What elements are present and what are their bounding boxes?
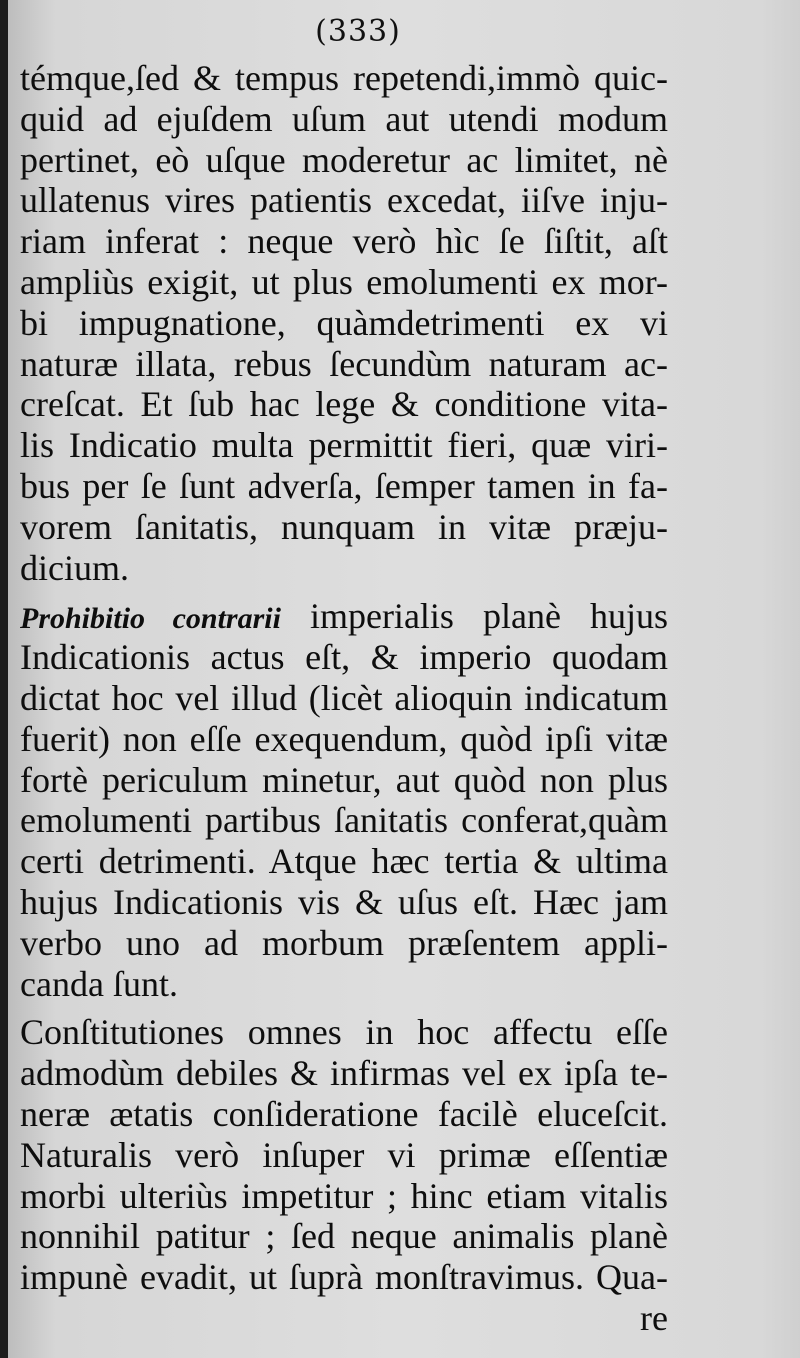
text-line: impunè evadit, ut ſuprà monſtravimus. Qua- (20, 1257, 668, 1298)
text-line: naturæ illata, rebus ſecundùm naturam ac- (20, 343, 668, 384)
text-line: morbi ulteriùs impetitur ; hinc etiam vitalis (20, 1175, 668, 1216)
text-line: riam inferat : neque verò hìc ſe ſiſtit, aſt (20, 221, 668, 262)
catchword: re (640, 1297, 668, 1338)
text-line: témque,ſed & tempus repetendi,immò quic- (20, 58, 668, 98)
text-line: Naturalis verò inſuper vi primæ eſſentiæ (20, 1134, 668, 1175)
text-line: dicium. (20, 547, 129, 588)
text-line: Indicationis actus eſt, & imperio quodam (20, 637, 668, 678)
text-line: dictat hoc vel illud (licèt alioquin indicatum (20, 677, 668, 718)
text-line: fortè periculum minetur, aut quòd non plus (20, 759, 668, 800)
text-line: admodùm debiles & infirmas vel ex ipſa te- (20, 1053, 668, 1094)
text-line: emolumenti partibus ſanitatis conferat,quàm (20, 800, 668, 841)
text-line: ullatenus vires patientis excedat, iiſve inju- (20, 180, 668, 221)
book-page (8, 0, 800, 1358)
body-text (20, 58, 668, 1339)
text-line: Conſtitutiones omnes in hoc affectu eſſe (20, 1012, 668, 1053)
text-line-rest: imperialis planè hujus (280, 596, 668, 637)
paragraph-3 (20, 1012, 668, 1298)
text-line: certi detrimenti. Atque hæc tertia & ultima (20, 841, 668, 882)
text-line: ampliùs exigit, ut plus emolumenti ex mor- (20, 261, 668, 302)
text-line: pertinet, eò uſque moderetur ac limitet, nè (20, 139, 668, 180)
text-line: bi impugnatione, quàmdetrimenti ex vi (20, 302, 668, 343)
paragraph-2 (20, 596, 668, 1004)
text-line: fuerit) non eſſe exequendum, quòd ipſi vitæ (20, 718, 668, 759)
page-number: (333) (315, 14, 401, 49)
text-line: creſcat. Et ſub hac lege & conditione vita- (20, 384, 668, 425)
text-line: canda ſunt. (20, 963, 178, 1004)
text-line: verbo uno ad morbum præſentem appli- (20, 922, 668, 963)
text-line: lis Indicatio multa permittit fieri, quæ viri- (20, 425, 668, 466)
paragraph-lead: Prohibitio contrarii (20, 602, 281, 636)
text-line (20, 596, 668, 637)
text-line: vorem ſanitatis, nunquam in vitæ præju- (20, 506, 668, 547)
text-line: nonnihil patitur ; ſed neque animalis planè (20, 1216, 668, 1257)
text-line: hujus Indicationis vis & uſus eſt. Hæc jam (20, 881, 668, 922)
text-line: neræ ætatis conſideratione facilè eluceſcit. (20, 1093, 668, 1134)
text-line: quid ad ejuſdem uſum aut utendi modum (20, 98, 668, 139)
paragraph-1 (20, 58, 668, 588)
text-line: bus per ſe ſunt adverſa, ſemper tamen in fa- (20, 465, 668, 506)
